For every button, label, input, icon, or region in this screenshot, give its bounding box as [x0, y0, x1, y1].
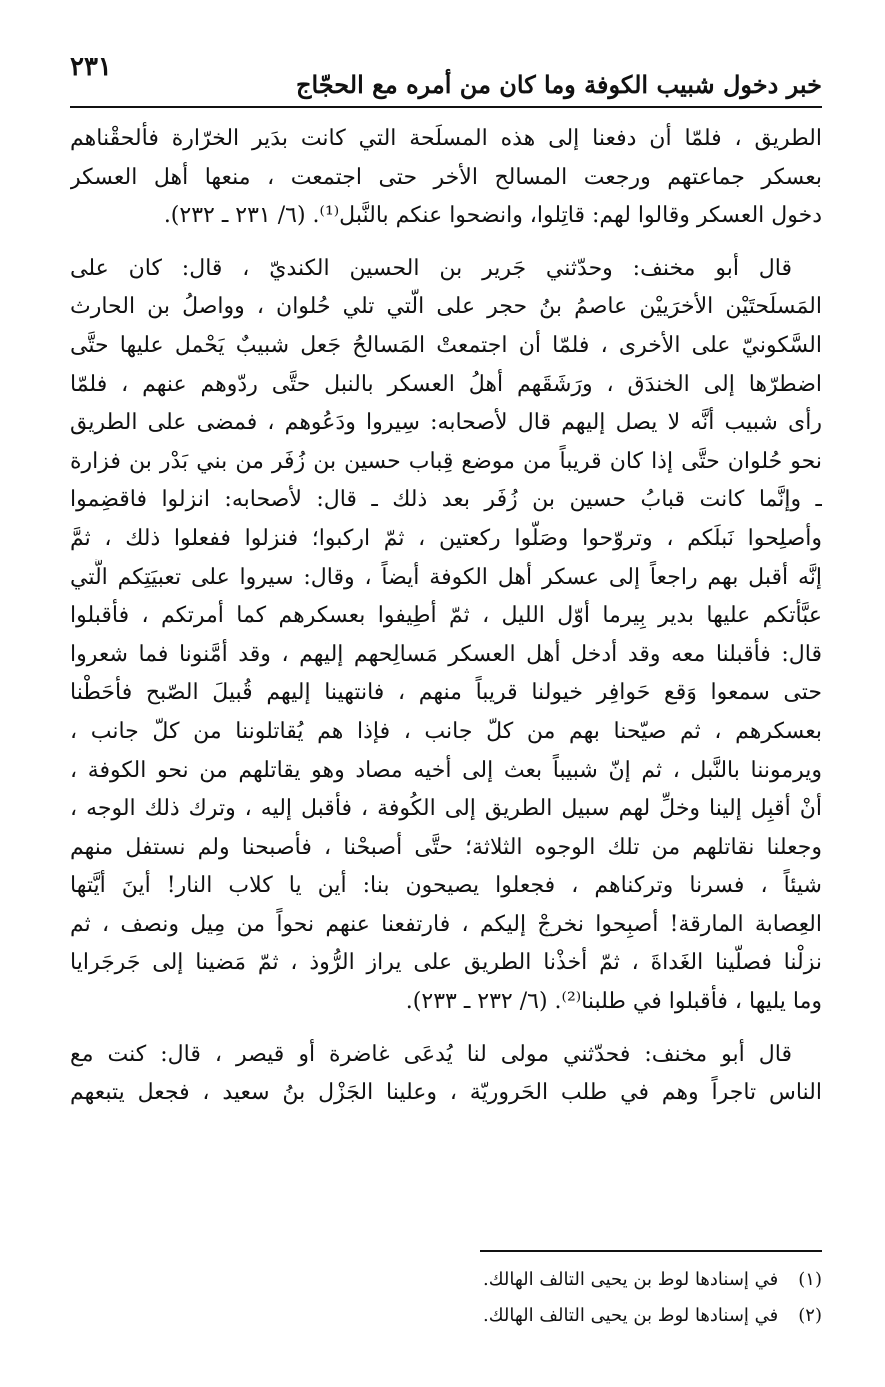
text-line: نحو حُلوان حتَّى إذا كان قريباً من موضع قِباب حسين بن زُفَر من بني بَدْر بن فزارة	[70, 448, 822, 474]
main-text	[70, 120, 822, 1113]
text-line: وجعلنا نقاتلهم من تلك الوجوه الثلاثة؛ حتَّى أصبحْنا ، فأصبحنا ولم نستفل منهم	[70, 834, 822, 860]
text-line: الطريق ، فلمّا أن دفعنا إلى هذه المسلَحة التي كانت بدَير الخرّارة فألحقْناهم	[70, 126, 822, 151]
text-line: رأى شبيب أنَّه لا يصل إليهم قال لأصحابه: سِيروا ودَعُوهم ، فمضى على الطريق	[70, 410, 822, 436]
text-line: ـ وإنَّما كانت قبابُ حسين بن زُفَر بعد ذلك ـ قال: لأصحابه: انزلوا فاقضِموا	[70, 487, 822, 513]
text-line: بعسكرهم ، ثم صيّحنا بهم من كلّ جانب ، فإذا هم يُقاتلوننا من كلّ جانب ،	[70, 718, 822, 744]
text-line: السَّكونيّ على الأخرى ، فلمّا أن اجتمعتْ المَسالحُ جَعل شبيبٌ يَحْمل عليها حتَّى	[70, 332, 822, 358]
text-line: شيئاً ، فسرنا وتركناهم ، فجعلوا يصيحون بنا: أين يا كلاب النار! أينَ أيَّتها	[70, 873, 822, 899]
text-line: إنَّه أقبل بهم راجعاً إلى عسكر أهل الكوفة أيضاً ، وقال: سيروا على تعبيَتِكم الَّتي	[70, 564, 822, 590]
paragraph-1	[70, 120, 822, 236]
text-line: وما يليها ، فأقبلوا في طلبنا⁽²⁾. (٦/ ٢٣٢ ـ ٢٣٣).	[405, 989, 822, 1015]
page-number: ٢٣١	[70, 52, 112, 82]
footnote-text: في إسنادها لوط بن يحيى التالف الهالك.	[482, 1269, 779, 1290]
text-line: حتى سمعوا وَقع حَوافِر خيولنا قريباً منهم ، فانتهينا إليهم قُبيلَ الصّبح فأحَطْنا	[70, 680, 822, 706]
footnote-text: في إسنادها لوط بن يحيى التالف الهالك.	[482, 1305, 779, 1326]
text-line: أنْ أقبِل إلينا وخلِّ لهم سبيل الطريق إلى الكُوفة ، فأقبل إليه ، وترك ذلك الوجه ،	[70, 796, 822, 822]
text-line: العِصابة المارقة! أصبِحوا نخرجْ إليكم ، فارتفعنا عنهم نحواً من مِيل ونصف ، ثم	[70, 911, 822, 937]
text-line: نزلْنا فصلّينا الغَداةَ ، ثمّ أخذْنا الطريق على يراز الرُّوذ ، ثمّ مَضينا إلى جَرجَرايا	[70, 950, 822, 976]
footnote-number: (٢)	[798, 1305, 822, 1326]
footnote-2	[70, 1298, 822, 1334]
paragraph-3	[70, 1036, 822, 1113]
text-line: عبَّأتكم عليها بدير بِيرما أوّل الليل ، ثمّ أطِيفوا بعسكرهم كما أمرتكم ، فأقبلوا	[70, 603, 822, 629]
text-line: وأصلِحوا نَبلَكم ، وتروّحوا وصَلّوا ركعتين ، ثمّ اركبوا؛ فنزلوا ففعلوا ذلك ، ثمَّ	[70, 525, 822, 551]
text-line: قال أبو مخنف: وحدّثني جَرير بن الحسين الكنديّ ، قال: كان على	[70, 255, 792, 281]
text-line: دخول العسكر وقالوا لهم: قاتِلوا، وانضحوا عنكم بالنَّبل⁽¹⁾. (٦/ ٢٣١ ـ ٢٣٢).	[163, 203, 822, 229]
footnote-1	[70, 1262, 822, 1298]
text-line: قال: فأقبلنا معه وقد أدخل أهل العسكر مَسالِحهم إليهم ، وقد أمَّنونا فما شعروا	[70, 641, 822, 667]
text-line: ويرموننا بالنَّبل ، ثم إنّ شبيباً بعث إلى أخيه مصاد وهو يقاتلهم من نحو الكوفة ،	[70, 757, 822, 783]
footnote-divider	[480, 1250, 822, 1252]
paragraph-2	[70, 250, 822, 1022]
footnote-number: (١)	[798, 1269, 822, 1290]
page-header	[70, 44, 822, 108]
running-title: خبر دخول شبيب الكوفة وما كان من أمره مع الحجّاج	[296, 70, 822, 99]
text-line: الناس تاجراً وهم في طلب الحَروريّة ، وعلينا الجَزْل بنُ سعيد ، فجعل يتبعهم	[70, 1080, 822, 1106]
text-line: بعسكر جماعتهم ورجعت المسالح الأخر حتى اجتمعت ، منعها أهل العسكر	[70, 164, 822, 190]
text-line: اضطرّها إلى الخندَق ، ورَشَقَهم أهلُ العسكر بالنبل حتَّى ردّوهم عنهم ، فلمّا	[70, 371, 822, 397]
footnotes	[70, 1262, 822, 1334]
text-line: قال أبو مخنف: فحدّثني مولى لنا يُدعَى غاضرة أو قيصر ، قال: كنت مع	[70, 1041, 792, 1067]
text-line: المَسلَحتَيْن الأخرَييْن عاصمُ بنُ حجر على الّتي تلي حُلوان ، وواصلُ بن الحارث	[70, 294, 822, 320]
